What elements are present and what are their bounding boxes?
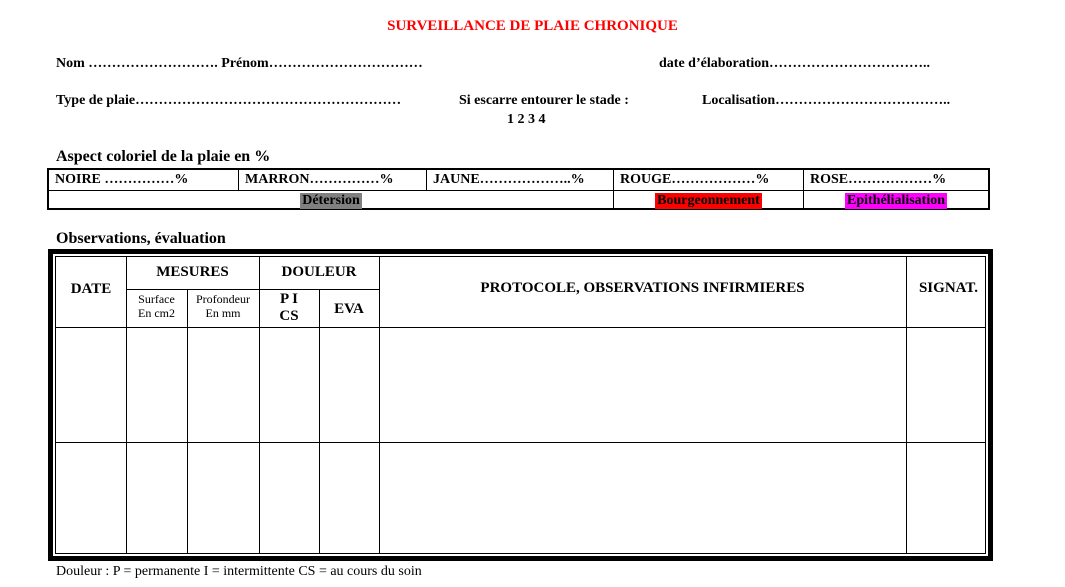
row1-eva-cell[interactable] [320,328,379,442]
pain-legend-footnote: Douleur : P = permanente I = intermittente CS = au cours du soin [56,564,422,579]
row1-protocole-cell[interactable] [380,328,906,442]
header-pics-line1: P I [280,291,298,307]
header-surface-unit: En cm2 [138,306,175,320]
observations-table-inner [55,256,986,554]
phase-detersion: Détersion [302,193,360,208]
header-date: DATE [70,281,112,297]
observations-table [48,249,993,561]
row2-profondeur-cell[interactable] [188,443,259,553]
header-pics-line2: CS [279,308,299,324]
color-rose[interactable]: ROSE………………% [810,172,947,187]
row1-date-cell[interactable] [56,328,126,442]
phase-bourgeonnement-cell [614,191,804,208]
row2-surface-cell[interactable] [127,443,187,553]
header-mesures: MESURES [156,264,229,280]
color-table [47,168,990,210]
row-divider [126,289,379,290]
row2-protocole-cell[interactable] [380,443,906,553]
date-elaboration-field[interactable]: date d’élaboration…………………………….. [659,56,931,71]
type-plaie-field[interactable]: Type de plaie………………………………………………… [56,93,402,108]
header-pics [259,291,319,325]
color-noire[interactable]: NOIRE ……………% [49,170,239,190]
localisation-field[interactable]: Localisation……………………………….. [702,93,951,108]
row1-surface-cell[interactable] [127,328,187,442]
header-douleur: DOULEUR [281,264,357,280]
escarre-stades[interactable]: 1 2 3 4 [507,112,546,127]
row1-profondeur-cell[interactable] [188,328,259,442]
header-profondeur-unit: En mm [205,306,241,320]
phase-epithelialisation: Epithélialisation [846,193,946,208]
header-surface-label: Surface [138,292,175,306]
color-section-heading: Aspect coloriel de la plaie en % [56,148,271,165]
header-surface [126,292,187,320]
phase-detersion-cell [49,191,614,208]
row2-signat-cell[interactable] [907,443,991,553]
color-marron[interactable]: MARRON……………% [239,170,427,190]
phase-epithelialisation-cell [804,191,988,208]
header-profondeur [187,292,259,320]
escarre-label: Si escarre entourer le stade : [459,93,629,108]
phase-bourgeonnement: Bourgeonnement [657,193,760,208]
color-rouge[interactable]: ROUGE………………% [614,170,804,190]
document-title: SURVEILLANCE DE PLAIE CHRONIQUE [387,18,678,34]
row2-date-cell[interactable] [56,443,126,553]
color-jaune[interactable]: JAUNE………………..% [427,170,614,190]
row1-pics-cell[interactable] [260,328,319,442]
header-protocole: PROTOCOLE, OBSERVATIONS INFIRMIERES [480,280,805,296]
header-profondeur-label: Profondeur [196,292,250,306]
header-signat: SIGNAT. [918,280,979,296]
phase-row [49,191,988,208]
color-percent-row [49,170,988,191]
row2-pics-cell[interactable] [260,443,319,553]
observations-heading: Observations, évaluation [56,230,226,247]
row1-signat-cell[interactable] [907,328,991,442]
nom-prenom-field[interactable]: Nom ………………………. Prénom…………………………… [56,56,423,71]
row2-eva-cell[interactable] [320,443,379,553]
header-eva: EVA [334,301,364,317]
